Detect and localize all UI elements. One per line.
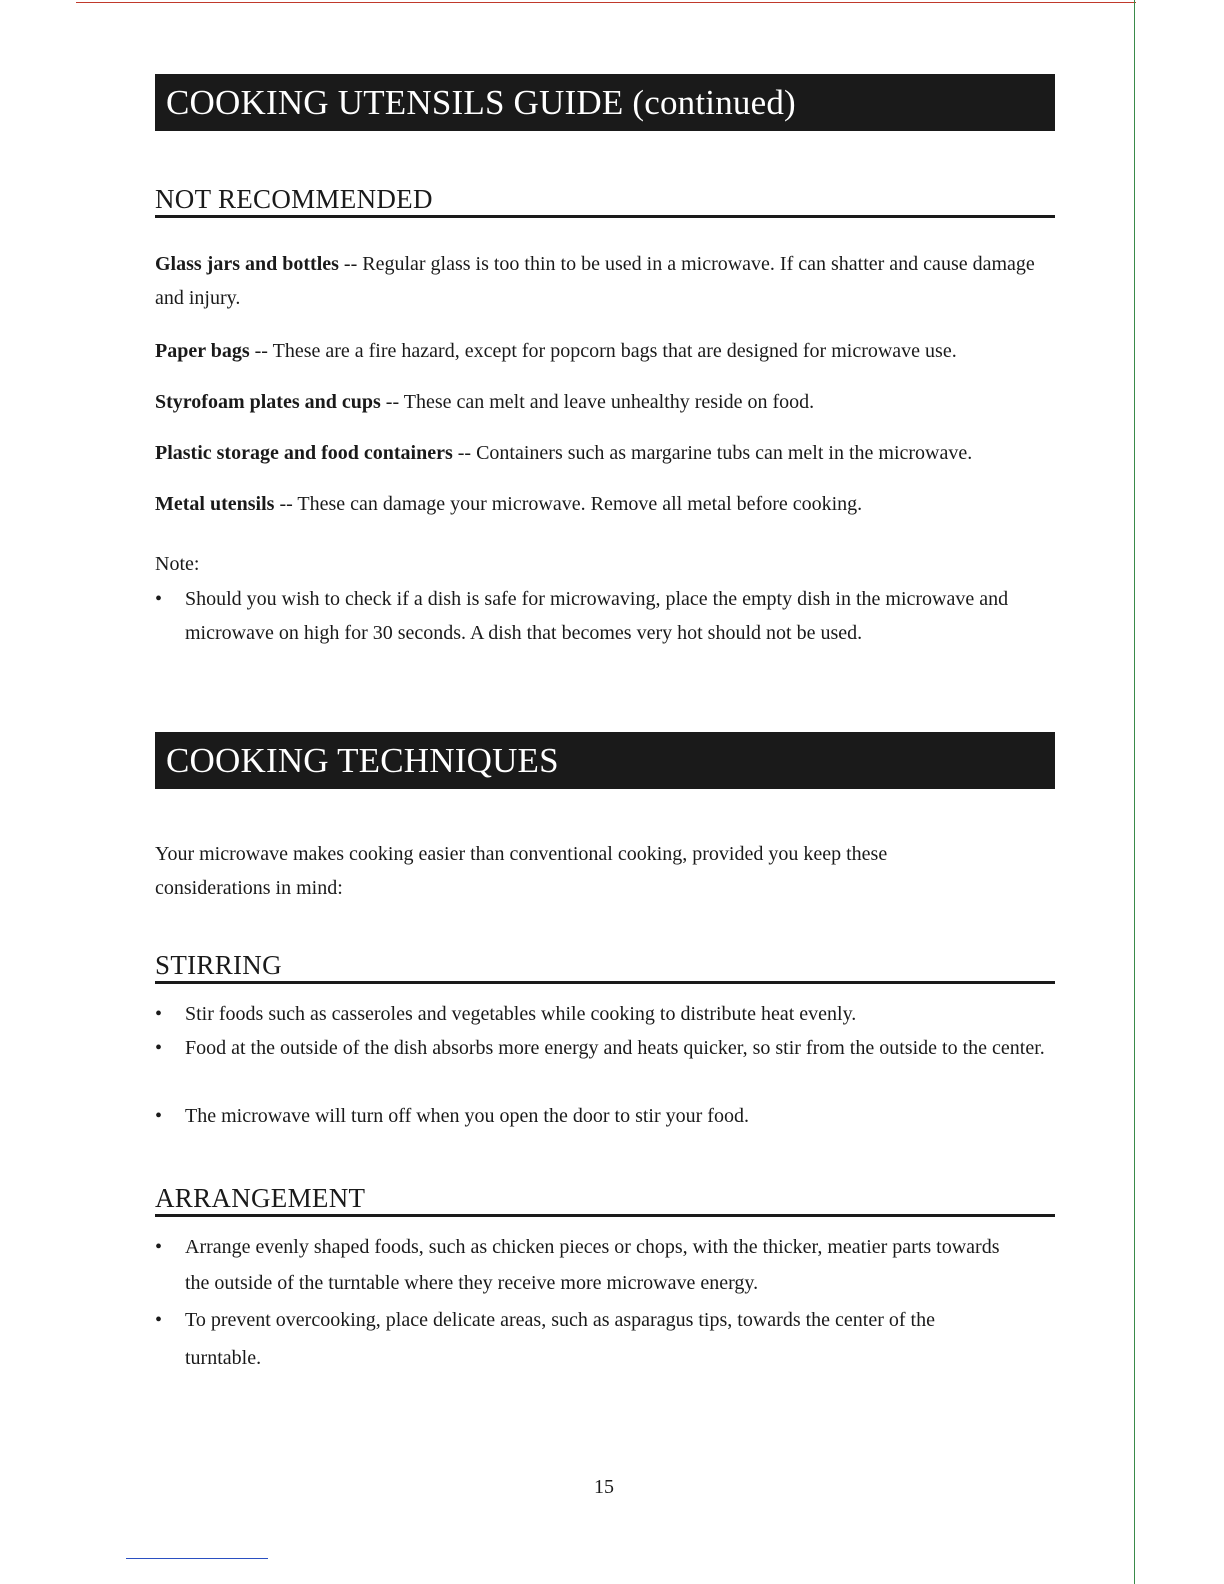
bullet-text: To prevent overcooking, place delicate areas, such as asparagus tips, towards the center of the turntable. — [185, 1309, 935, 1369]
bullet-marker: • — [155, 588, 163, 610]
page-number: 15 — [594, 1476, 614, 1498]
techniques-intro: Your microwave makes cooking easier than conventional cooking, provided you keep these considerations in mind: — [155, 843, 888, 899]
item-term: Styrofoam plates and cups — [155, 391, 381, 413]
stirring-heading: STIRRING — [155, 949, 1055, 984]
bullet-marker: • — [155, 1105, 163, 1127]
item-term: Metal utensils — [155, 493, 275, 515]
bullet-text: Should you wish to check if a dish is safe for microwaving, place the empty dish in the microwave and microwave on high for 30 seconds. A dish that becomes very hot should not be used. — [185, 588, 1009, 644]
list-item — [155, 1229, 1055, 1301]
not-recommended-item — [155, 334, 1055, 368]
item-text: -- These can damage your microwave. Remove all metal before cooking. — [274, 493, 863, 515]
bullet-text: Arrange evenly shaped foods, such as chicken pieces or chops, with the thicker, meatier parts towards the outside of the turntable where they receive more microwave energy. — [185, 1236, 1000, 1294]
note-bullet — [155, 582, 1055, 650]
not-recommended-item — [155, 436, 1055, 470]
not-recommended-item — [155, 247, 1055, 315]
item-text: -- Containers such as margarine tubs can melt in the microwave. — [452, 442, 973, 464]
bullet-text: Food at the outside of the dish absorbs more energy and heats quicker, so stir from the outside to the center. — [185, 1037, 1045, 1059]
not-recommended-heading: NOT RECOMMENDED — [155, 183, 1055, 218]
item-text: -- These are a fire hazard, except for popcorn bags that are designed for microwave use. — [249, 340, 957, 362]
bullet-text: Stir foods such as casseroles and vegetables while cooking to distribute heat evenly. — [185, 1003, 857, 1025]
bullet-marker: • — [155, 1003, 163, 1025]
bullet-marker: • — [155, 1037, 163, 1059]
note-label: Note: — [155, 553, 200, 575]
footer-link-rule — [126, 1558, 268, 1559]
not-recommended-item — [155, 385, 1055, 419]
item-term: Plastic storage and food containers — [155, 442, 453, 464]
right-border-rule — [1134, 0, 1135, 1584]
bullet-text: The microwave will turn off when you open the door to stir your food. — [185, 1105, 749, 1127]
item-text: -- Regular glass is too thin to be used in a microwave. If can shatter and cause damage and injury. — [155, 253, 1035, 309]
cooking-techniques-banner: COOKING TECHNIQUES — [155, 732, 1055, 789]
bullet-marker: • — [155, 1309, 163, 1331]
list-item — [155, 1031, 1055, 1065]
item-term: Glass jars and bottles — [155, 253, 339, 275]
bullet-marker: • — [155, 1236, 163, 1258]
utensils-guide-banner: COOKING UTENSILS GUIDE (continued) — [155, 74, 1055, 131]
item-term: Paper bags — [155, 340, 250, 362]
top-border-rule — [76, 2, 1136, 3]
item-text: -- These can melt and leave unhealthy reside on food. — [380, 391, 815, 413]
not-recommended-item — [155, 487, 1055, 521]
list-item — [155, 1301, 1055, 1377]
arrangement-heading: ARRANGEMENT — [155, 1182, 1055, 1217]
list-item — [155, 997, 1055, 1031]
list-item — [155, 1099, 1055, 1133]
